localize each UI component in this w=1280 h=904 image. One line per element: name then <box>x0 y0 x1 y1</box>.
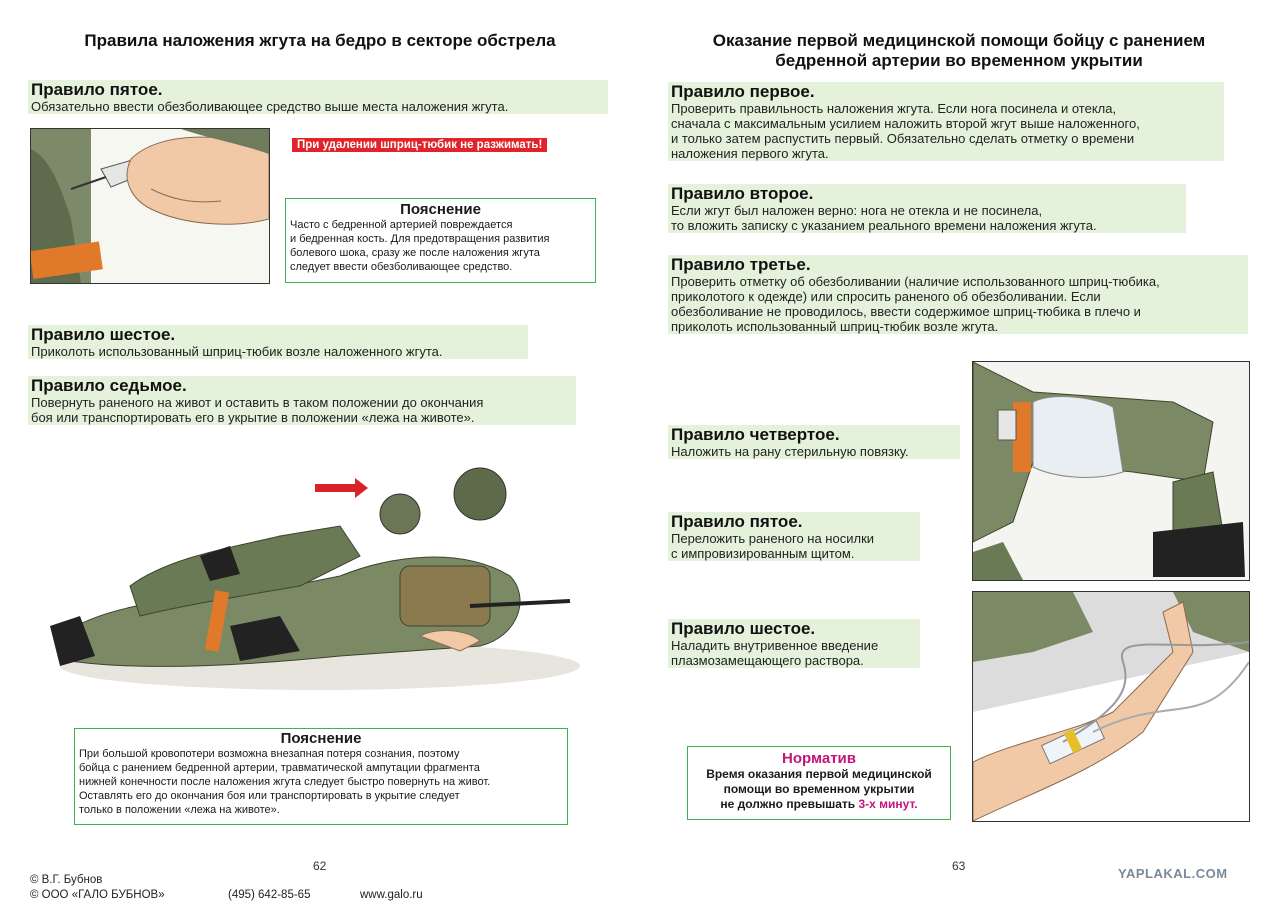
note-line: Часто с бедренной артерией повреждается <box>290 219 513 231</box>
rule-text: боя или транспортировать его в укрытие в положении «лежа на животе». <box>31 410 475 425</box>
rule-text: сначала с максимальным усилием наложить второй жгут выше наложенного, <box>671 116 1140 131</box>
note-line: При большой кровопотери возможна внезапная потеря сознания, поэтому <box>79 748 460 760</box>
rule-title: Правило первое. <box>671 82 815 101</box>
soldiers-prone-illustration <box>40 466 600 706</box>
left-rule-7 <box>28 376 576 425</box>
right-page-number: 63 <box>952 859 966 873</box>
norm-title: Норматив <box>782 750 856 767</box>
bandaged-leg-illustration <box>972 361 1250 581</box>
rule-title: Правило второе. <box>671 184 814 203</box>
warning-label: При удалении шприц-тюбик не разжимать! <box>292 138 547 152</box>
footer-company: © ООО «ГАЛО БУБНОВ» <box>30 889 165 901</box>
title-line: Оказание первой медицинской помощи бойцу с ранением <box>712 31 1206 50</box>
norm-time-highlight: 3-х минут. <box>858 797 918 811</box>
rule-title: Правило шестое. <box>31 325 176 344</box>
rule-title: Правило третье. <box>671 255 811 274</box>
iv-infusion-illustration <box>972 591 1250 822</box>
watermark: YAPLAKAL.COM <box>1118 866 1228 881</box>
rule-text: приколоть использованный шприц-тюбик возле жгута. <box>671 319 999 334</box>
note-line: болевого шока, сразу же после наложения жгута <box>290 247 540 259</box>
right-page-title <box>666 31 1252 71</box>
rule-text: и только затем распустить первый. Обязательно сделать отметку о времени <box>671 131 1135 146</box>
footer-site: www.galo.ru <box>360 889 423 901</box>
right-rule-3 <box>668 255 1248 334</box>
footer-author: © В.Г. Бубнов <box>30 874 103 886</box>
note-line: бойца с ранением бедренной артерии, травматической ампутации фрагмента <box>79 762 480 774</box>
left-rule-6 <box>28 325 528 359</box>
title-line: бедренной артерии во временном укрытии <box>775 51 1143 70</box>
left-page-title: Правила наложения жгута на бедро в секторе обстрела <box>84 31 556 50</box>
norm-line-text: не должно превышать <box>720 797 859 811</box>
rule-text: приколотого к одежде) или спросить раненого об обезболивании. Если <box>671 289 1101 304</box>
rule-text: Повернуть раненого на живот и оставить в таком положении до окончания <box>31 395 484 410</box>
rule-title: Правило четвертое. <box>671 425 840 444</box>
footer-phone: (495) 642-85-65 <box>228 889 311 901</box>
rule-text: Проверить отметку об обезболивании (наличие использованного шприц-тюбика, <box>671 274 1160 289</box>
note-line: Оставлять его до окончания боя или транспортировать в укрытие следует <box>79 790 460 802</box>
rule-text: плазмозамещающего раствора. <box>671 653 864 668</box>
note-line: следует ввести обезболивающее средство. <box>290 261 513 273</box>
rule-text: Наладить внутривенное введение <box>671 638 879 653</box>
norm-line <box>691 797 947 812</box>
note-line: только в положении «лежа на животе». <box>79 804 280 816</box>
left-page-number: 62 <box>313 859 327 873</box>
norm-line: помощи во временном укрытии <box>723 782 915 796</box>
right-rule-4 <box>668 425 960 459</box>
rule-text: Если жгут был наложен верно: нога не отекла и не посинела, <box>671 203 1043 218</box>
note-title: Пояснение <box>400 201 481 218</box>
rule-text: обезболивание не проводилось, ввести содержимое шприц-тюбика в плечо и <box>671 304 1141 319</box>
right-rule-2 <box>668 184 1186 233</box>
note-line: нижней конечности после наложения жгута следует быстро повернуть на живот. <box>79 776 491 788</box>
note-title: Пояснение <box>280 730 362 747</box>
norm-line: Время оказания первой медицинской <box>706 767 932 781</box>
rule-title: Правило седьмое. <box>31 376 187 395</box>
left-note-1 <box>285 198 596 283</box>
rule-title: Правило пятое. <box>31 80 163 99</box>
rule-text: Наложить на рану стерильную повязку. <box>671 444 909 459</box>
rule-text: с импровизированным щитом. <box>671 546 855 561</box>
rule-title: Правило пятое. <box>671 512 803 531</box>
rule-text: то вложить записку с указанием реального времени наложения жгута. <box>671 218 1097 233</box>
rule-title: Правило шестое. <box>671 619 816 638</box>
right-rule-1 <box>668 82 1224 161</box>
right-rule-5 <box>668 512 920 561</box>
norm-box <box>687 746 951 820</box>
rule-text: Обязательно ввести обезболивающее средство выше места наложения жгута. <box>31 99 509 114</box>
note-line: и бедренная кость. Для предотвращения развития <box>290 233 550 245</box>
rule-text: Переложить раненого на носилки <box>671 531 875 546</box>
syringe-injection-illustration <box>30 128 270 284</box>
rule-text: наложения первого жгута. <box>671 146 829 161</box>
right-rule-6 <box>668 619 920 668</box>
rule-text: Проверить правильность наложения жгута. Если нога посинела и отекла, <box>671 101 1117 116</box>
rule-text: Приколоть использованный шприц-тюбик возле наложенного жгута. <box>31 344 443 359</box>
left-rule-5 <box>28 80 608 114</box>
left-note-2 <box>74 728 568 825</box>
